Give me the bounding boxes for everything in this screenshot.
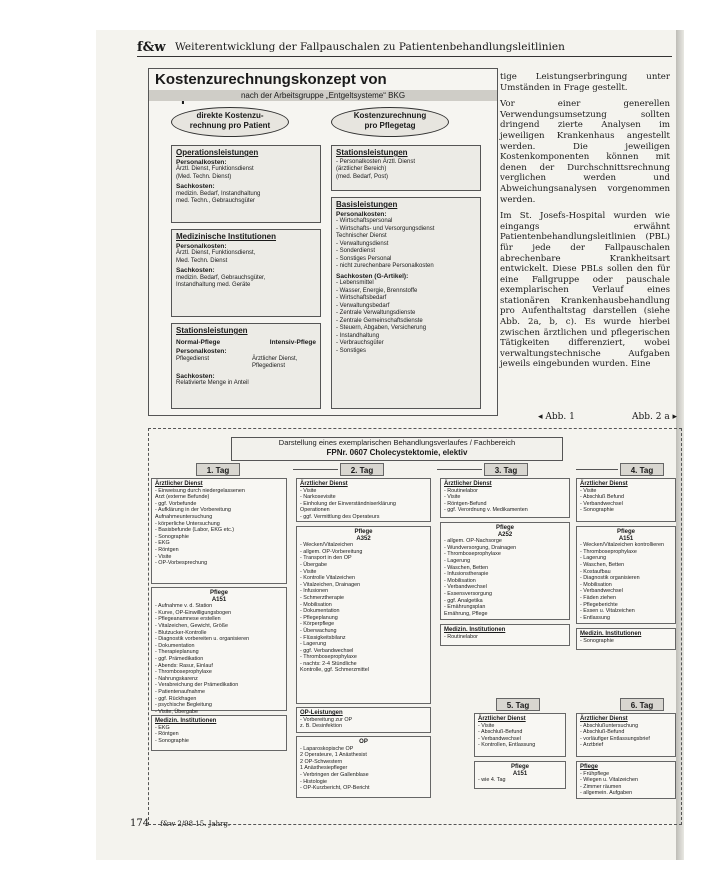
day4-medical-box: [576, 628, 676, 650]
flow-arrow: [293, 469, 338, 470]
day3-physician-title: Ärztlicher Dienst: [444, 481, 492, 487]
day6-nursing-item: - Zimmer räumen: [580, 783, 622, 790]
day2-nursing-item: - Pflegeplanung: [300, 614, 338, 621]
day3-nursing-item: - Lagerung: [444, 557, 471, 564]
paragraph-2: Vor einer generellen Verwendungsumsetzung sollten dringend zierte Analysen im jeweiligen Krankenhaus angestellt werden. Die jeweiligen Kostenkomponenten können mit denen der Durchschnittsrechnung verglichen werden und Abweichungsanalysen vorgenommen werden.: [500, 99, 670, 205]
day4-nursing-item: - Wecken/Vitalzeichen kontrollieren: [580, 542, 664, 549]
day1-medical-title: Medizin. Institutionen: [155, 718, 217, 724]
basis-material-4: - Verwaltungsbedarf: [336, 302, 390, 309]
day6-physician-box: [576, 713, 676, 757]
day6-nursing-title: Pflege: [580, 764, 599, 770]
day2-op-box: [296, 736, 431, 798]
day1-medical-item: - Röntgen: [155, 731, 179, 738]
day2-physician-item: Operationen: [300, 507, 330, 514]
day1-physician-item: - körperliche Untersuchung: [155, 520, 220, 527]
day1-physician-item: - Visite: [155, 553, 172, 560]
day-5-label: 5. Tag: [496, 698, 540, 711]
day1-physician-item: - OP-Vorbesprechung: [155, 560, 208, 567]
ward-material-label: Sachkosten:: [176, 372, 215, 380]
day2-nursing-item: - Visite: [300, 568, 317, 575]
day2-op-item: - Histologie: [300, 778, 327, 785]
day1-medical-item: - Sonographie: [155, 737, 189, 744]
day3-physician-box: [440, 478, 570, 518]
day1-nursing-title: Pflege: [209, 590, 228, 596]
day4-nursing-item: - Lagerung: [580, 555, 607, 562]
day4-physician-box: [576, 478, 676, 522]
basis-material-7: - Steuern, Abgaben, Versicherung: [336, 325, 427, 331]
flow-subtitle: FPNr. 0607 Cholecystektomie, elektiv: [326, 448, 468, 457]
box-operations-title: Operationsleistungen: [176, 148, 259, 157]
day3-physician-item: - ggf. Verordnung v. Medikamenten: [444, 507, 528, 514]
day2-physician-item: - Visite: [300, 487, 317, 494]
day1-nursing-box: [151, 587, 287, 715]
day4-nursing-item: - Verbandwechsel: [580, 588, 623, 595]
day3-nursing-item: - ggf. Analgetika: [444, 597, 483, 604]
day3-nursing-box: [440, 522, 570, 620]
normal-care-label: Normal-Pflege: [176, 338, 221, 346]
journal-logo: f&w: [137, 40, 166, 55]
day1-physician-item: - Basisbefunde (Labor, EKG etc.): [155, 527, 235, 534]
box-basis: [331, 197, 481, 409]
day5-nursing-box: [474, 761, 566, 789]
med-material-1: medizin. Bedarf, Gebrauchsgüter,: [176, 274, 266, 281]
basis-personnel-4: - Verwaltungsdienst: [336, 240, 389, 247]
day5-physician-title: Ärztlicher Dienst: [478, 716, 526, 722]
day3-nursing-item: - Verbandwechsel: [444, 584, 487, 591]
day2-nursing-item: - allgem. OP-Vorbereitung: [300, 548, 363, 555]
day4-nursing-item: - Kostaufbau: [580, 568, 611, 575]
header-title: Weiterentwicklung der Fallpauschalen zu Patientenbehandlungsleitlinien: [175, 41, 565, 53]
day2-nursing-item: - Infusionen: [300, 588, 329, 595]
basis-personnel-5: - Sonderdienst: [336, 248, 376, 254]
day5-physician-item: - Kontrollen, Entlassung: [478, 742, 536, 749]
day1-nursing-item: - Dokumentation: [155, 642, 195, 649]
day2-nursing-code: A352: [356, 535, 371, 542]
day2-op-item: 2 OP-Schwestern: [300, 758, 343, 765]
ward-right-3: (med. Bedarf, Post): [336, 173, 389, 180]
day2-physician-item: - ggf. Vermittlung des Operateurs: [300, 513, 380, 520]
day2-op-item: 1 Anästhesiepfleger: [300, 765, 348, 772]
day1-physician-item: Aufnahmeuntersuchung: [155, 513, 213, 520]
basis-material-1: - Lebensmittel: [336, 280, 374, 286]
day4-physician-item: - Verbandwechsel: [580, 500, 623, 507]
day4-nursing-box: [576, 526, 676, 624]
day1-physician-box: [151, 478, 287, 584]
day4-nursing-code: A151: [618, 535, 634, 542]
basis-material-8: - Instandhaltung: [336, 332, 380, 339]
basis-material-3: - Wirtschaftsbedarf: [336, 295, 387, 301]
day2-nursing-item: - Dokumentation: [300, 608, 340, 615]
day3-nursing-item: - Ernährungsplan: [444, 604, 486, 611]
flow-title: Darstellung eines exemplarischen Behandlungsverlaufes / Fachbereich: [278, 438, 516, 447]
day2-op-item: - Verbringen der Gallenblase: [300, 771, 369, 778]
day2-nursing-item: - Übergabe: [300, 561, 327, 568]
issue-info: f&w 2/98 15. Jahrg.: [160, 820, 231, 828]
day1-nursing-item: - Nahrungskarenz: [155, 675, 198, 682]
day2-nursing-item: - Körperpflege: [300, 621, 335, 628]
basis-personnel-7: - nicht zurechenbare Personalkosten: [336, 263, 434, 269]
day4-nursing-item: - Essen u. Vitalzeichen: [580, 608, 635, 615]
oval-direct-cost: direkte Kostenzu- rechnung pro Patient: [171, 107, 289, 137]
page-number: 174: [130, 818, 150, 829]
day4-nursing-item: - Diagnostik organisieren: [580, 575, 640, 582]
paragraph-3: Im St. Josefs-Hospital wurden wie eingangs erwähnt Patientenbehandlungsleitlinien (PBL) für jede der Fallpauschalen abrechenbare Krankheitsart entwickelt. Diese PBLs sollen den für eine Fallgruppe oder pauschale exemplarischen Verlauf eines stationären Krankenhausbehandlung pro Aufenthaltstag darstellen (siehe Abb. 2a, b, c). Es wurde hierbei zwischen ärztlichen und pflegerischen Tätigkeiten differenziert, wobei verwaltungstechnische Aufgaben jeweils eingebunden wurden. Eine: [500, 211, 670, 370]
basis-personnel-3: Technischer Dienst: [336, 233, 387, 239]
day1-nursing-item: - ggf. Rückfragen: [155, 695, 197, 702]
day1-nursing-item: - Abends: Rasur, Einlauf: [155, 662, 213, 669]
day2-op-prep-item: z. B. Desinfektion: [300, 723, 342, 730]
figure-title: Kostenzurechnungskonzept von: [155, 71, 387, 88]
day2-nursing-item: - Vitalzeichen, Drainagen: [300, 581, 361, 588]
op-material-1: medizin. Bedarf, Instandhaltung: [176, 190, 261, 197]
basis-personnel-2: - Wirtschafts- und Versorgungsdienst: [336, 225, 435, 232]
day1-medical-box: [151, 715, 287, 751]
day2-nursing-item: - Flüssigkeitsbilanz: [300, 634, 346, 641]
body-text-column: [500, 72, 670, 376]
day1-nursing-item: - Kurve, OP-Einwilligungsbogen: [155, 609, 232, 616]
day1-nursing-item: - Thromboseprophylaxe: [155, 669, 212, 676]
day6-nursing-item: - allgemein. Aufgaben: [580, 790, 633, 797]
day3-nursing-code: A252: [497, 531, 513, 538]
day1-nursing-item: - Visite, Übergabe: [155, 708, 199, 715]
day1-nursing-item: - Vitalzeichen, Gewicht, Größe: [155, 622, 229, 629]
day2-nursing-item: Kontrolle, ggf. Schmerzmittel: [300, 667, 369, 674]
day2-op-item: - Laparoskopische OP: [300, 745, 354, 752]
ward-material-1: Relativierte Menge in Anteil: [176, 380, 249, 386]
op-material-2: med. Techn., Gebrauchsgüter: [176, 198, 255, 204]
day2-nursing-item: - nachts: 2-4 Stündliche: [300, 660, 357, 667]
day3-medical-title: Medizin. Institutionen: [444, 627, 506, 633]
day3-nursing-item: - Infusionstherapie: [444, 571, 489, 578]
day4-physician-item: - Abschluß Befund: [580, 494, 625, 501]
paragraph-1: tige Leistungserbringung unter Umständen in Frage gestellt.: [500, 72, 670, 93]
day1-nursing-item: - Blutzucker-Kontrolle: [155, 629, 207, 636]
day1-nursing-item: - Aufnahme v. d. Station: [155, 603, 213, 610]
box-ward-left: [171, 323, 321, 409]
day4-nursing-item: - Mobilisation: [580, 581, 612, 588]
day3-nursing-item: - Thromboseprophylaxe: [444, 551, 501, 558]
day1-nursing-item: - Verabreichung der Prämedikation: [155, 682, 239, 689]
day1-physician-item: - Sonographie: [155, 533, 189, 540]
day4-physician-title: Ärztlicher Dienst: [580, 481, 628, 487]
med-material-2: Instandhaltung med. Geräte: [176, 282, 251, 288]
flow-arrow: [437, 469, 482, 470]
ward-right-2: (ärztlicher Bereich): [336, 166, 387, 172]
day6-physician-item: - Arztbrief: [580, 742, 604, 749]
day3-physician-item: - Röntgen-Befund: [444, 500, 487, 507]
day6-nursing-box: [576, 761, 676, 799]
day2-op-item: 2 Operateure, 1 Anästhesist: [300, 752, 367, 759]
day2-physician-box: [296, 478, 431, 522]
day5-nursing-code: A151: [512, 770, 528, 777]
day2-physician-title: Ärztlicher Dienst: [300, 481, 348, 487]
day3-nursing-item: - Mobilisation: [444, 577, 476, 584]
day2-op-prep-box: [296, 707, 431, 733]
figure-subtitle: nach der Arbeitsgruppe „Entgeltsysteme“ BKG: [149, 90, 497, 101]
day-1-label: 1. Tag: [196, 463, 240, 476]
day4-physician-item: - Visite: [580, 487, 597, 494]
day6-physician-item: - Abschlußuntersuchung: [580, 722, 639, 729]
op-personnel-1: Ärztl. Dienst, Funktionsdienst: [176, 166, 254, 172]
day2-nursing-item: - Transport in den OP: [300, 555, 352, 562]
day-3-label: 3. Tag: [484, 463, 528, 476]
basis-material-6: - Zentrale Gemeinschaftsdienste: [336, 317, 423, 324]
day2-nursing-item: - Kontrolle Vitalzeichen: [300, 575, 356, 582]
day4-medical-item: - Sonographie: [580, 637, 614, 644]
day6-physician-item: - Abschluß-Befund: [580, 729, 625, 736]
day1-nursing-item: - psychische Begleitung: [155, 702, 212, 709]
basis-personnel-6: - Sonstiges Personal: [336, 255, 392, 262]
day2-op-prep-item: - Vorbereitung zur OP: [300, 716, 353, 723]
page-footer: [130, 818, 230, 829]
op-personnel-label: Personalkosten:: [176, 158, 227, 166]
ward-personnel-normal: Pflegedienst: [176, 355, 210, 362]
day-4-label: 4. Tag: [620, 463, 664, 476]
oval-day-cost: Kostenzurechnung pro Pflegetag: [331, 107, 449, 137]
day1-nursing-item: - Pflegeanamnese erstellen: [155, 616, 221, 623]
basis-material-10: - Sonstiges: [336, 347, 367, 354]
day4-nursing-title: Pflege: [616, 529, 635, 535]
ward-personnel-intensive: Ärztlicher Dienst, Pflegedienst: [252, 355, 298, 369]
med-personnel-label: Personalkosten:: [176, 242, 227, 250]
basis-material-5: - Zentrale Verwaltungsdienste: [336, 310, 416, 316]
day2-nursing-item: - Wecken/Vitalzeichen: [300, 542, 354, 549]
day1-physician-item: Arzt (externe Befunde): [155, 494, 210, 501]
basis-personnel-label: Personalkosten:: [336, 210, 387, 218]
day3-nursing-item: - Essensversorgung: [444, 590, 492, 597]
day6-physician-title: Ärztlicher Dienst: [580, 716, 628, 722]
day1-physician-item: - Röntgen: [155, 546, 179, 553]
day5-physician-item: - Visite: [478, 722, 495, 729]
figure-ref-left: ◂ Abb. 1: [538, 412, 575, 422]
day1-physician-item: - EKG: [155, 540, 170, 547]
med-material-label: Sachkosten:: [176, 267, 215, 274]
ward-personnel-label: Personalkosten:: [176, 348, 227, 355]
day4-physician-item: - Sonographie: [580, 507, 614, 514]
med-personnel-1: Ärztl. Dienst, Funktionsdienst,: [176, 250, 256, 256]
day2-op-item: - OP-Kurzbericht, OP-Bericht: [300, 785, 370, 792]
basis-material-label: Sachkosten (G-Artikel):: [336, 272, 409, 280]
ward-right-title: Stationsleistungen: [336, 148, 408, 157]
ward-right-1: - Personalkosten Ärztl. Dienst: [336, 158, 416, 165]
basis-title: Basisleistungen: [336, 200, 398, 209]
day1-physician-item: - Einweisung durch niedergelassenen: [155, 487, 245, 494]
day6-nursing-item: - Wiegen u. Vitalzeichen: [580, 777, 639, 784]
op-personnel-2: (Med. Techn. Dienst): [176, 173, 232, 180]
basis-personnel-1: - Wirtschaftspersonal: [336, 218, 393, 224]
basis-material-2: - Wasser, Energie, Brennstoffe: [336, 287, 418, 294]
day1-nursing-item: - ggf. Prämedikation: [155, 655, 204, 662]
box-medical-title: Medizinische Institutionen: [176, 232, 277, 241]
flow-title-box: [231, 437, 563, 461]
day-2-label: 2. Tag: [340, 463, 384, 476]
day5-nursing-title: Pflege: [510, 764, 529, 770]
day6-physician-item: - vorläufiger Entlassungsbrief: [580, 735, 650, 742]
box-medical: [171, 229, 321, 317]
figure-ref-right: Abb. 2 a ▸: [632, 412, 678, 422]
day2-nursing-title: Pflege: [354, 529, 373, 535]
figure-cost-concept: [148, 68, 498, 416]
day2-op-title: OP: [359, 739, 368, 745]
day3-physician-item: - Routinelabor: [444, 487, 478, 494]
day1-physician-item: - Aufklärung in der Vorbereitung: [155, 507, 231, 514]
day2-nursing-item: - ggf. Verbandwechsel: [300, 647, 354, 654]
day2-physician-item: - Narkosevisite: [300, 494, 336, 501]
day3-nursing-item: Ernährung, Pflege: [444, 610, 488, 617]
day1-nursing-item: - Diagnostik vorbereiten u. organisieren: [155, 636, 250, 643]
day5-nursing-item: - wie 4. Tag: [478, 777, 506, 784]
day2-nursing-item: - Mobilisation: [300, 601, 332, 608]
day2-nursing-item: - Lagerung: [300, 641, 327, 648]
day6-nursing-item: - Frühpflege: [580, 770, 610, 777]
day5-physician-item: - Abschluß-Befund: [478, 729, 523, 736]
intensive-care-label: Intensiv-Pflege: [269, 338, 316, 346]
day1-medical-item: - EKG: [155, 724, 170, 731]
day3-nursing-title: Pflege: [495, 525, 514, 531]
day4-nursing-item: - Pflegeberichte: [580, 601, 618, 608]
day1-nursing-code: A151: [211, 596, 227, 603]
op-material-label: Sachkosten:: [176, 183, 215, 190]
flow-arrow: [576, 469, 618, 470]
day3-nursing-item: - allgem. OP-Nachsorge: [444, 538, 502, 545]
day4-nursing-item: - Waschen, Betten: [580, 561, 625, 568]
day1-nursing-item: - Patientenaufnahme: [155, 688, 206, 695]
day1-physician-title: Ärztlicher Dienst: [155, 481, 203, 487]
day1-physician-item: - ggf. Vorbefunde: [155, 500, 197, 507]
day4-medical-title: Medizin. Institutionen: [580, 631, 642, 637]
day2-physician-item: - Einholung der Einverständniserklärung: [300, 500, 396, 507]
day3-medical-item: - Routinelabor: [444, 633, 478, 640]
day2-nursing-box: [296, 526, 431, 704]
ward-left-title: Stationsleistungen: [176, 326, 248, 335]
day3-nursing-item: - Wundversorgung, Drainagen: [444, 544, 517, 551]
day-6-label: 6. Tag: [620, 698, 664, 711]
box-ward-right: [331, 145, 481, 191]
day3-physician-item: - Visite: [444, 494, 461, 501]
day4-nursing-item: - Fäden ziehen: [580, 594, 616, 601]
day2-nursing-item: - Thromboseprophylaxe: [300, 654, 357, 661]
day2-nursing-item: - Überwachung: [300, 627, 337, 634]
day5-physician-item: - Verbandwechsel: [478, 735, 521, 742]
basis-material-9: - Verbrauchsgüter: [336, 340, 384, 346]
running-header: [137, 40, 672, 57]
day2-op-prep-title: OP-Leistungen: [300, 710, 343, 716]
day5-physician-box: [474, 713, 566, 757]
day2-nursing-item: - Schmerztherapie: [300, 594, 345, 601]
day4-nursing-item: - Thromboseprophylaxe: [580, 548, 637, 555]
day3-nursing-item: - Waschen, Betten: [444, 564, 489, 571]
day4-nursing-item: - Entlassung: [580, 614, 610, 621]
day3-medical-box: [440, 624, 570, 646]
med-personnel-2: Med. Techn. Dienst: [176, 257, 228, 264]
box-operations: [171, 145, 321, 223]
day1-nursing-item: - Therapieplanung: [155, 649, 199, 656]
